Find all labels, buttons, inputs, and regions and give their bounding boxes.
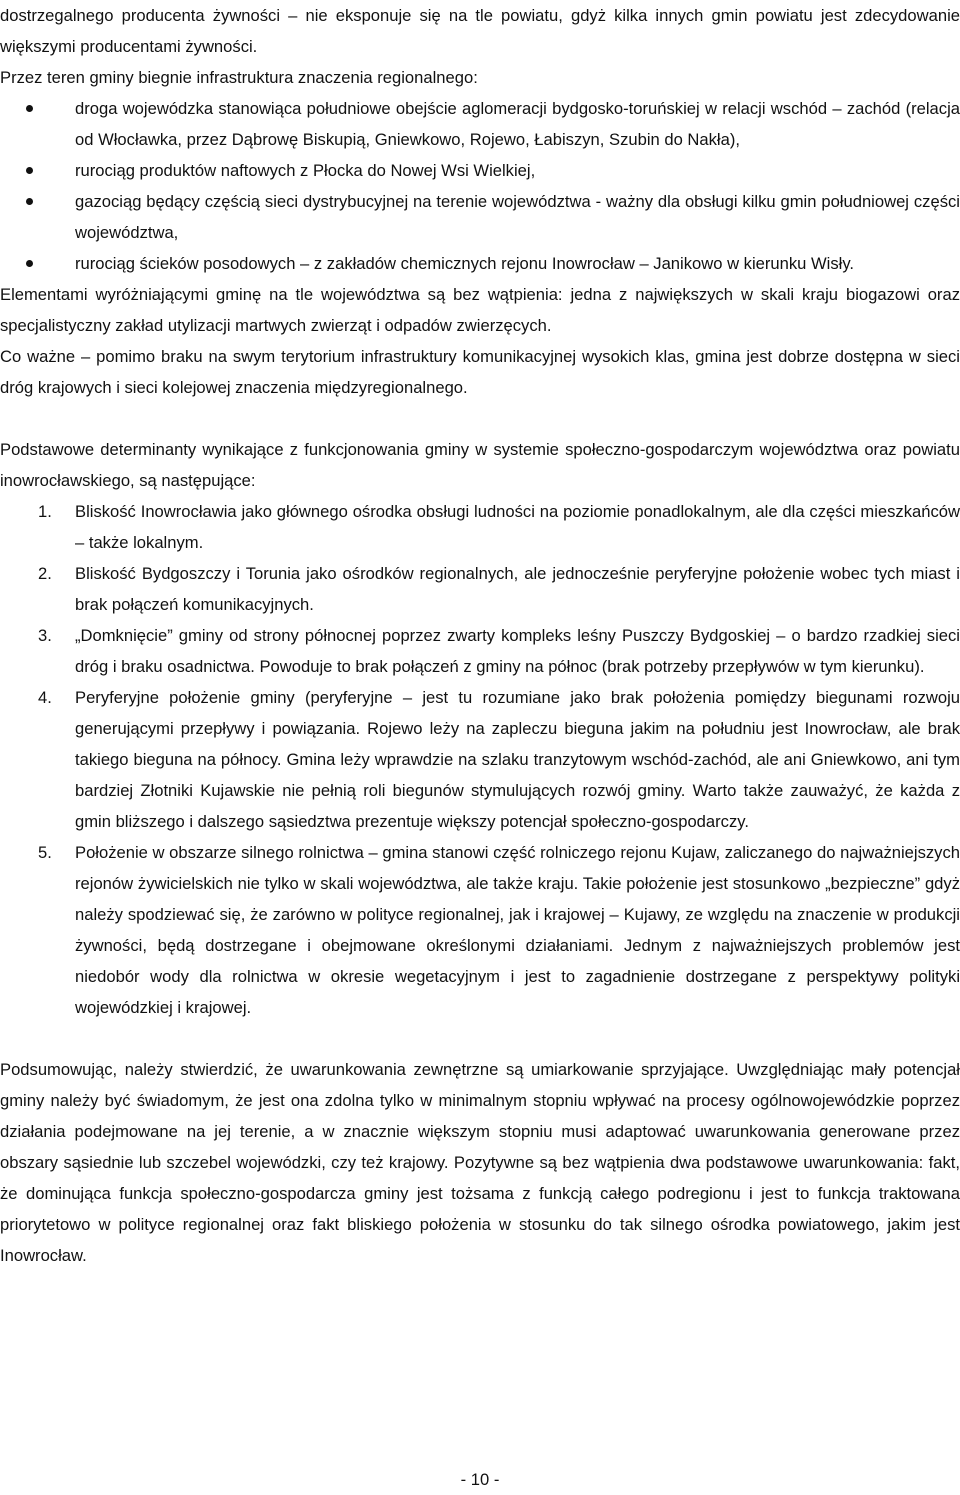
list-item-text: rurociąg ścieków posodowych – z zakładów chemicznych rejonu Inowrocław – Janikowo w kierunku Wisły. [75,254,855,273]
spacer [0,403,960,434]
bullet-icon [26,198,33,205]
paragraph-continuation: dostrzegalnego producenta żywności – nie eksponuje się na tle powiatu, gdyż kilka innych gmin powiatu jest zdecydowanie większymi producentami żywności. [0,6,960,56]
list-item [0,496,960,558]
list-number: 3. [38,626,52,645]
determinants-list [0,496,960,1023]
paragraph-elements: Elementami wyróżniającymi gminę na tle województwa są bez wątpienia: jedna z największych w skali kraju biogazowi oraz specjalistyczny zakład utylizacji martwych zwierząt i odpadów zwierzęcych. [0,285,960,335]
list-item-text: Bliskość Inowrocławia jako głównego ośrodka obsługi ludności na poziomie ponadlokalnym, ale dla części mieszkańców – także lokalnym. [75,502,960,552]
determinants-intro: Podstawowe determinanty wynikające z funkcjonowania gminy w systemie społeczno-gospodarczym województwa oraz powiatu inowrocławskiego, są następujące: [0,440,960,490]
spacer [0,1023,960,1054]
list-item [0,248,960,279]
list-item [0,155,960,186]
list-item [0,620,960,682]
list-item [0,682,960,837]
list-item [0,558,960,620]
list-number: 2. [38,564,52,583]
list-item-text: Położenie w obszarze silnego rolnictwa – gmina stanowi część rolniczego rejonu Kujaw, zaliczanego do najważniejszych rejonów żywicielskich nie tylko w skali województwa, ale także kraju. Takie położenie jest stosunkowo „bezpieczne” gdyż należy spodziewać się, że zarówno w polityce regionalnej, jak i krajowej – Kujawy, ze względu na znaczenie w produkcji żywności, będą dostrzegane i obejmowane określonymi działaniami. Jednym z najważniejszych problemów jest niedobór wody dla rolnictwa w okresie wegetacyjnym i jest to zagadnienie dostrzegane z perspektywy polityki wojewódzkiej i krajowej. [75,843,960,1017]
list-item-text: gazociąg będący częścią sieci dystrybucyjnej na terenie województwa - ważny dla obsługi kilku gmin południowej części województwa, [75,192,960,242]
list-item-text: rurociąg produktów naftowych z Płocka do Nowej Wsi Wielkiej, [75,161,536,180]
list-item-text: Bliskość Bydgoszczy i Torunia jako ośrodków regionalnych, ale jednocześnie peryferyjne położenie wobec tych miast i brak połączeń komunikacyjnych. [75,564,960,614]
list-number: 1. [38,502,52,521]
page-number: - 10 - [460,1470,500,1489]
bullet-icon [26,105,33,112]
list-item [0,186,960,248]
summary-paragraph: Podsumowując, należy stwierdzić, że uwarunkowania zewnętrzne są umiarkowanie sprzyjające. Uwzględniając mały potencjał gminy należy być świadomym, że jest ona zdolna tylko w minimalnym stopniu wpływać na procesy ogólnowojewódzkie poprzez działania podejmowane na jej terenie, a w znacznie większym stopniu musi adaptować uwarunkowania generowane przez obszary sąsiednie lub szczebel wojewódzki, czy też krajowy. Pozytywne są bez wątpienia dwa podstawowe uwarunkowania: fakt, że dominująca funkcja społeczno-gospodarcza gminy jest tożsama z funkcją całego podregionu i jest to funkcja traktowana priorytetowo w polityce regionalnej oraz fakt bliskiego położenia w stosunku do tak silnego ośrodka powiatowego, jakim jest Inowrocław. [0,1060,960,1265]
infrastructure-intro: Przez teren gminy biegnie infrastruktura znaczenia regionalnego: [0,68,478,87]
list-item-text: „Domknięcie” gminy od strony północnej poprzez zwarty kompleks leśny Puszczy Bydgoskiej – o bardzo rzadkiej sieci dróg i braku osadnictwa. Powoduje to brak połączeń z gminy na północ (brak potrzeby przepływów w tym kierunku). [75,626,960,676]
list-number: 4. [38,688,52,707]
list-item [0,93,960,155]
list-item-text: Peryferyjne położenie gminy (peryferyjne – jest tu rozumiane jako brak położenia pomiędzy biegunami rozwoju generującymi przepływy i powiązania. Rojewo leży na zapleczu bieguna jakim na południu jest Inowrocław, ale brak takiego bieguna na północy. Gmina leży wprawdzie na szlaku tranzytowym wschód-zachód, ale ani Gniewkowo, ani tym bardziej Złotniki Kujawskie nie pełnią roli biegunów stymulujących rozwój gminy. Warto także zauważyć, że każda z gmin bliższego i dalszego sąsiedztwa prezentuje większy potencjał społeczno-gospodarczy. [75,688,960,831]
list-item [0,837,960,1023]
paragraph-important: Co ważne – pomimo braku na swym terytorium infrastruktury komunikacyjnej wysokich klas, gmina jest dobrze dostępna w sieci dróg krajowych i sieci kolejowej znaczenia międzyregionalnego. [0,347,960,397]
infrastructure-list [0,93,960,279]
bullet-icon [26,260,33,267]
bullet-icon [26,167,33,174]
list-item-text: droga wojewódzka stanowiąca południowe obejście aglomeracji bydgosko-toruńskiej w relacji wschód – zachód (relacja od Włocławka, przez Dąbrowę Biskupią, Gniewkowo, Rojewo, Łabiszyn, Szubin do Nakła), [75,99,960,149]
list-number: 5. [38,843,52,862]
